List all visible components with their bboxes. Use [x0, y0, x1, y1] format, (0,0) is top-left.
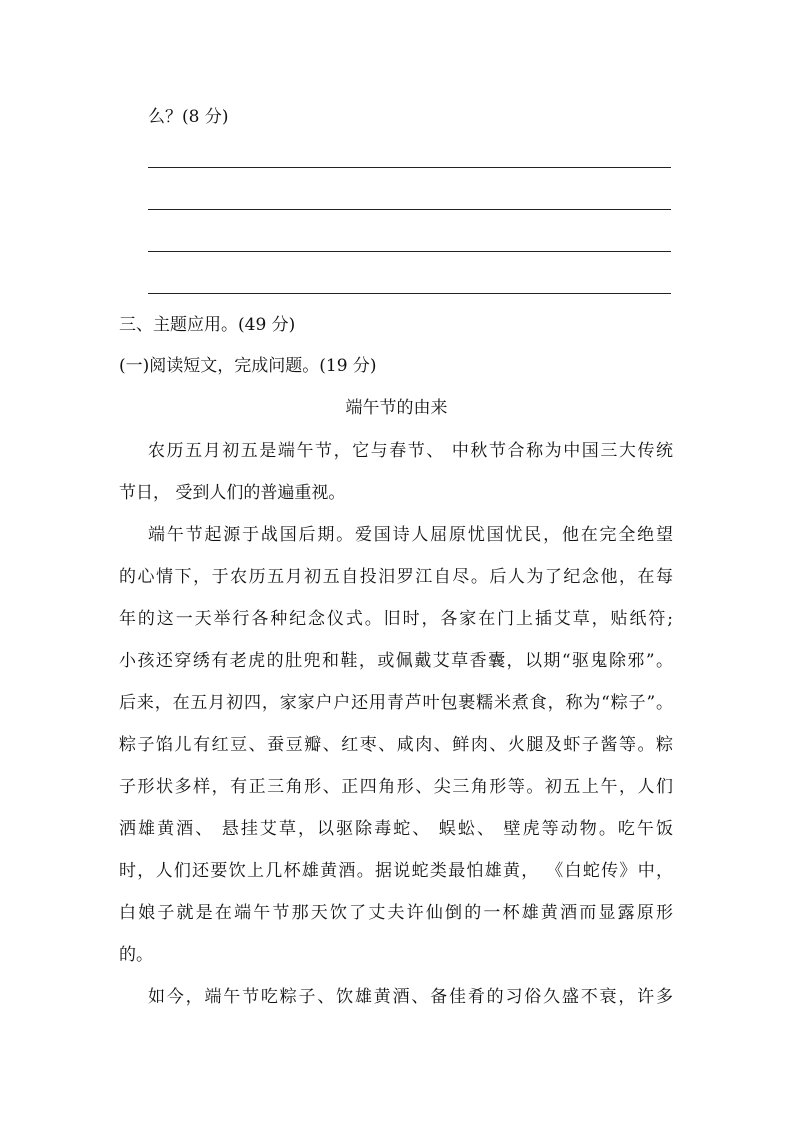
text-line: 节日， 受到人们的普遍重视。 [119, 483, 346, 503]
text-line: 子形状多样，有正三角形、正四角形、尖三角形等。初五上午，人们 [119, 777, 673, 797]
article-title: 端午节的由来 [345, 398, 448, 418]
text-line: 洒雄黄酒、 悬挂艾草，以驱除毒蛇、 蜈蚣、 壁虎等动物。吃午饭 [119, 819, 673, 839]
text-line: 白娘子就是在端午节那天饮了丈夫许仙倒的一杯雄黄酒而显露原形 [119, 903, 673, 923]
text-line: 端午节起源于战国后期。爱国诗人屈原忧国忧民，他在完全绝望 [148, 525, 673, 545]
question-tail: 么？(8 分) [148, 107, 229, 127]
text-line: 粽子馅儿有红豆、蚕豆瓣、红枣、咸肉、鲜肉、火腿及虾子酱等。粽 [119, 735, 673, 755]
subsection-heading: (一)阅读短文，完成问题。(19 分) [119, 356, 377, 376]
answer-line[interactable] [148, 167, 671, 168]
text-line: 的。 [119, 945, 153, 965]
text-line: 时，人们还要饮上几杯雄黄酒。据说蛇类最怕雄黄， 《白蛇传》中， [119, 861, 673, 881]
text-line: 小孩还穿绣有老虎的肚兜和鞋，或佩戴艾草香囊，以期“驱鬼除邪”。 [119, 651, 673, 671]
text-line: 的心情下，于农历五月初五自投汨罗江自尽。后人为了纪念他，在每 [119, 567, 673, 587]
answer-line[interactable] [148, 251, 671, 252]
answer-line[interactable] [148, 293, 671, 294]
section-heading: 三、主题应用。(49 分) [119, 315, 296, 335]
text-line: 农历五月初五是端午节，它与春节、 中秋节合称为中国三大传统 [148, 441, 673, 461]
text-line: 年的这一天举行各种纪念仪式。旧时，各家在门上插艾草，贴纸符; [119, 609, 673, 629]
answer-line[interactable] [148, 209, 671, 210]
text-line: 后来，在五月初四，家家户户还用青芦叶包裹糯米煮食，称为“粽子”。 [119, 693, 673, 713]
text-line: 如今，端午节吃粽子、饮雄黄酒、备佳肴的习俗久盛不衰，许多 [148, 987, 673, 1007]
